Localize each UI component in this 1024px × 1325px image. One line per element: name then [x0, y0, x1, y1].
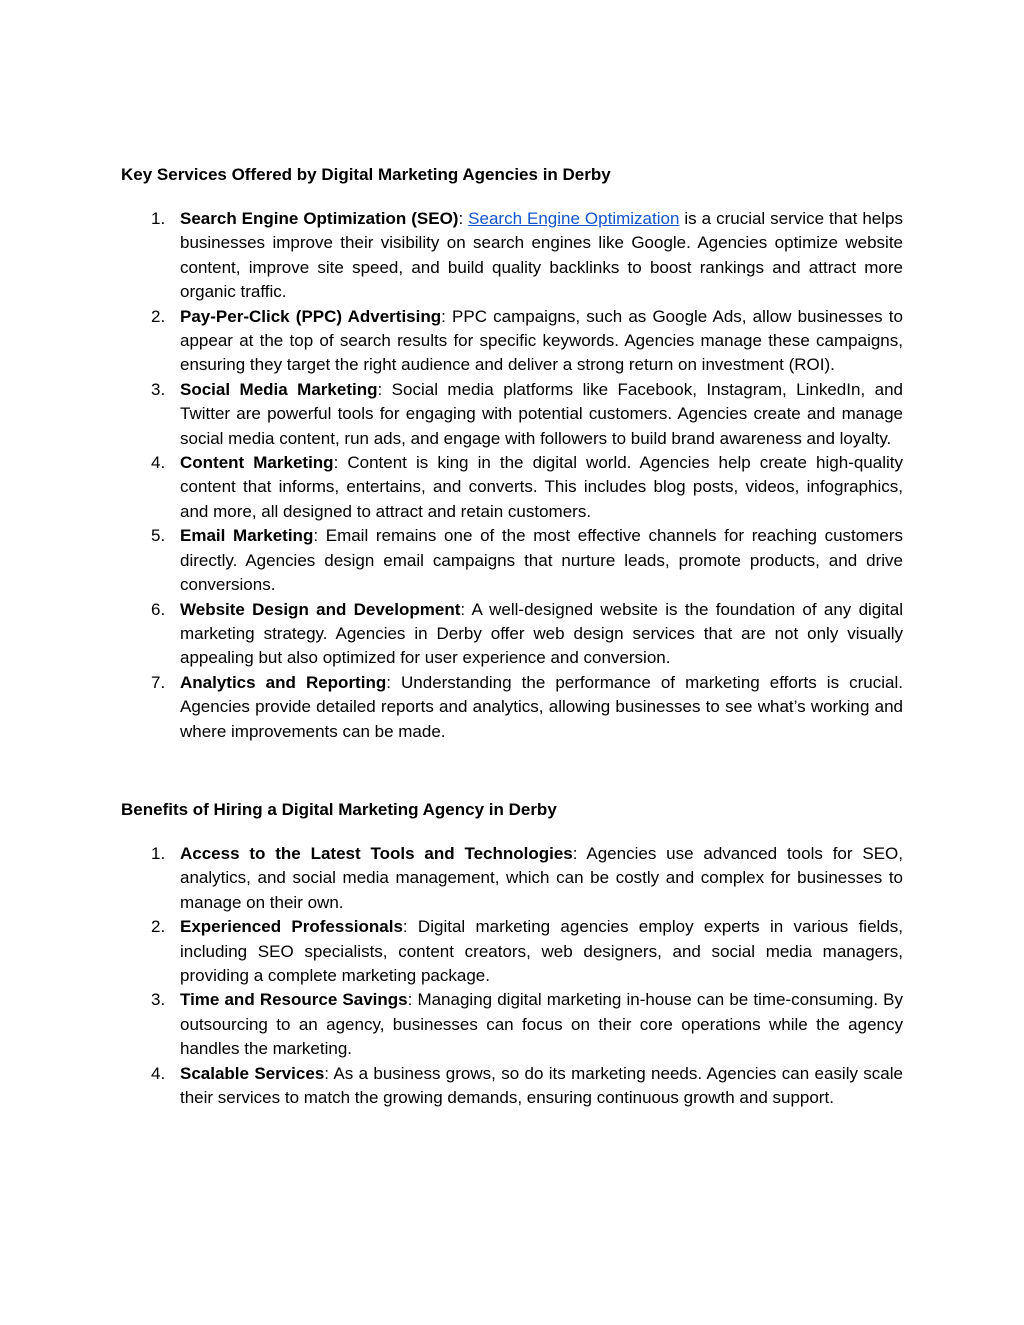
list-item-text: is a crucial service that helps businesses improve their visibility on search engines like Google. Agencies optimize website content, improve site speed, and build quality backlinks to boost rankings and attract more organic traffic.: [180, 209, 903, 302]
list-item-text: : Content is king in the digital world. Agencies help create high-quality content that informs, entertains, and converts. This includes blog posts, videos, infographics, and more, all designed to attract and retain customers.: [180, 453, 903, 521]
list-number: 3.: [151, 990, 166, 1010]
list-item: [121, 305, 903, 378]
seo-link[interactable]: Search Engine Optimization: [468, 209, 680, 228]
list-item-separator: :: [458, 209, 469, 228]
list-item-text: : Email remains one of the most effective channels for reaching customers directly. Agencies design email campaigns that nurture leads, promote products, and drive conversions.: [180, 526, 903, 595]
list-item-term: Search Engine Optimization (SEO): [180, 209, 459, 228]
list-number: 4.: [151, 1063, 166, 1083]
list-item-term: Email Marketing: [180, 526, 314, 546]
list-number: 1.: [151, 209, 166, 228]
list-item-text: : Managing digital marketing in-house can be time-consuming. By outsourcing to an agency, businesses can focus on their core operations while the agency handles the marketing.: [180, 990, 904, 1059]
list-item-term: Social Media Marketing: [180, 379, 378, 399]
list-item-text: : As a business grows, so do its marketing needs. Agencies can easily scale their services to match the growing demands, ensuring continuous growth and support.: [180, 1063, 903, 1107]
list-number: 2.: [151, 917, 166, 937]
list-item: [121, 842, 903, 915]
list-item: [121, 524, 903, 597]
list-item-term: Time and Resource Savings: [180, 990, 408, 1010]
list-item: [121, 1062, 903, 1111]
services-heading: Key Services Offered by Digital Marketing Agencies in Derby: [121, 165, 611, 184]
list-item-term: Pay-Per-Click (PPC) Advertising: [180, 306, 442, 326]
list-item: [121, 671, 903, 744]
list-item-term: Content Marketing: [180, 453, 334, 473]
list-item-term: Website Design and Development: [180, 599, 461, 619]
list-number: 6.: [151, 599, 166, 619]
list-item-term: Analytics and Reporting: [180, 672, 387, 692]
list-number: 5.: [151, 526, 166, 546]
list-item: [121, 598, 903, 671]
list-number: 2.: [151, 306, 166, 326]
list-item-text: : A well-designed website is the foundation of any digital marketing strategy. Agencies in Derby offer web design services that are not only visually appealing but also optimized for user experience and conversion.: [180, 599, 903, 668]
services-list: [121, 207, 903, 744]
list-item-text: : Understanding the performance of marketing efforts is crucial. Agencies provide detailed reports and analytics, allowing businesses to see what’s working and where improvements can be made.: [180, 672, 903, 741]
list-item: [121, 378, 903, 451]
list-item-text: : Social media platforms like Facebook, Instagram, LinkedIn, and Twitter are powerful tools for engaging with potential customers. Agencies create and manage social media content, run ads, and engage with followers to build brand awareness and loyalty.: [180, 379, 903, 448]
list-number: 1.: [151, 843, 166, 863]
list-item-text: : PPC campaigns, such as Google Ads, allow businesses to appear at the top of search results for specific keywords. Agencies manage these campaigns, ensuring they target the right audience and deliver a strong return on investment (ROI).: [180, 306, 903, 375]
benefits-heading: Benefits of Hiring a Digital Marketing Agency in Derby: [121, 799, 557, 819]
list-number: 3.: [151, 379, 166, 399]
list-item-term: Scalable Services: [180, 1063, 325, 1083]
list-item: [121, 915, 903, 988]
benefits-list: [121, 842, 903, 1110]
list-number: 7.: [151, 672, 166, 692]
list-item-text: : Digital marketing agencies employ experts in various fields, including SEO specialists, content creators, web designers, and social media managers, providing a complete marketing package.: [180, 917, 903, 985]
list-item-text: : Agencies use advanced tools for SEO, analytics, and social media management, which can be costly and complex for businesses to manage on their own.: [180, 843, 903, 912]
list-item: [121, 207, 903, 305]
list-item: [121, 988, 903, 1061]
list-item-term: Access to the Latest Tools and Technologies: [180, 843, 573, 863]
list-item: [121, 451, 903, 524]
list-item-term: Experienced Professionals: [180, 917, 403, 937]
list-number: 4.: [151, 453, 166, 473]
